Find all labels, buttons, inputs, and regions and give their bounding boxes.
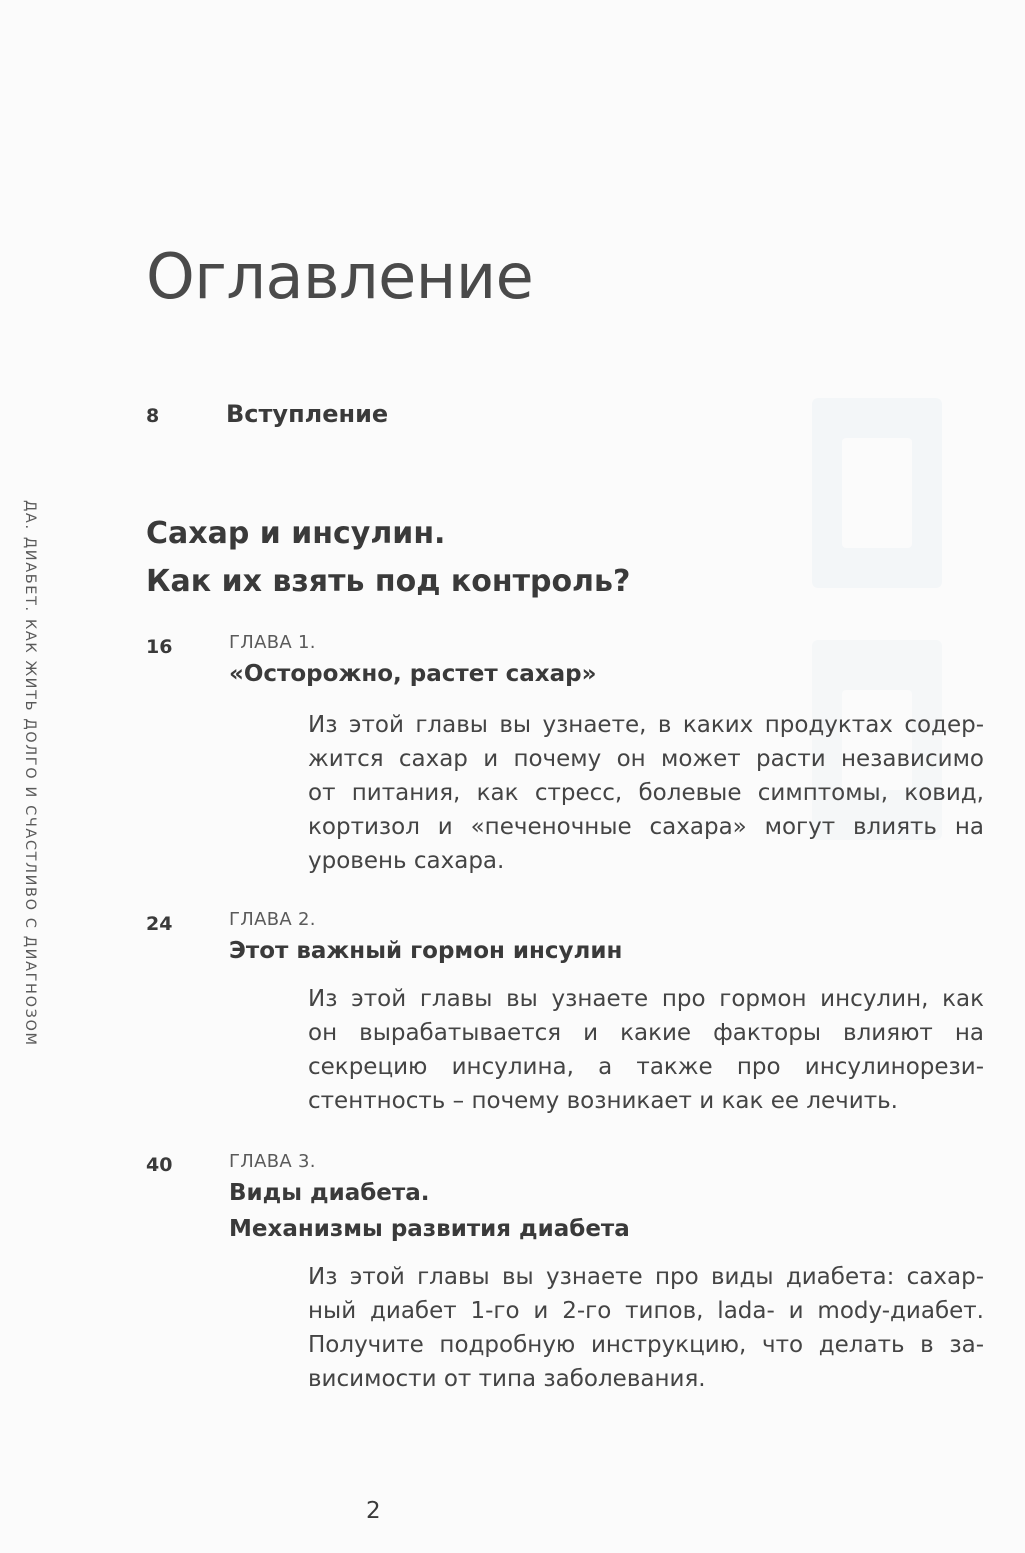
- section-title-line: Сахар и инсулин.: [146, 516, 446, 551]
- chapter-3-label: ГЛАВА 3.: [229, 1151, 316, 1172]
- section-title-line: Как их взять под контроль?: [146, 564, 631, 599]
- chapter-1-description: [308, 708, 984, 878]
- description-line: Из этой главы вы узнаете про гормон инсулин, как: [308, 986, 984, 1012]
- chapter-title-line: «Осторожно, растет сахар»: [229, 661, 597, 687]
- intro-page-number[interactable]: 8: [146, 405, 160, 427]
- chapter-1-page-number[interactable]: 16: [146, 636, 173, 658]
- description-line: Из этой главы вы узнаете, в каких продуктах содер-: [308, 712, 984, 738]
- chapter-3-title[interactable]: [229, 1175, 630, 1247]
- chapter-1-title[interactable]: [229, 656, 596, 692]
- spine-running-title: [20, 500, 40, 1060]
- description-line: от питания, как стресс, болевые симптомы, ковид,: [308, 780, 984, 806]
- section-title: [146, 510, 630, 606]
- chapter-2-description: [308, 982, 984, 1118]
- chapter-2-title[interactable]: [229, 933, 622, 969]
- watermark-shape: [812, 398, 942, 588]
- description-line: кортизол и «печеночные сахара» могут влиять на: [308, 814, 984, 840]
- spine-text: ДА. ДИАБЕТ. КАК ЖИТЬ ДОЛГО И СЧАСТЛИВО С ДИАГНОЗОМ: [22, 500, 38, 1047]
- description-line: Получите подробную инструкцию, что делать в за-: [308, 1332, 984, 1358]
- chapter-title-line: Виды диабета.: [229, 1180, 430, 1206]
- description-line: ный диабет 1-го и 2-го типов, lada- и mody-диабет.: [308, 1298, 984, 1324]
- description-line: Из этой главы вы узнаете про виды диабета: сахар-: [308, 1264, 984, 1290]
- chapter-title-line: Этот важный гормон инсулин: [229, 938, 623, 964]
- description-line: жится сахар и почему он может расти независимо: [308, 746, 984, 772]
- page-title: Оглавление: [146, 240, 534, 313]
- description-line: стентность – почему возникает и как ее лечить.: [308, 1088, 898, 1114]
- chapter-2-label: ГЛАВА 2.: [229, 909, 316, 930]
- chapter-title-line: Механизмы развития диабета: [229, 1216, 630, 1242]
- description-line: он вырабатывается и какие факторы влияют на: [308, 1020, 984, 1046]
- description-line: секрецию инсулина, а также про инсулинорези-: [308, 1054, 984, 1080]
- page-number: 2: [366, 1498, 381, 1524]
- intro-entry-title[interactable]: Вступление: [226, 400, 389, 428]
- chapter-2-page-number[interactable]: 24: [146, 913, 173, 935]
- chapter-3-page-number[interactable]: 40: [146, 1154, 173, 1176]
- description-line: висимости от типа заболевания.: [308, 1366, 706, 1392]
- chapter-3-description: [308, 1260, 984, 1396]
- chapter-1-label: ГЛАВА 1.: [229, 632, 316, 653]
- description-line: уровень сахара.: [308, 848, 505, 874]
